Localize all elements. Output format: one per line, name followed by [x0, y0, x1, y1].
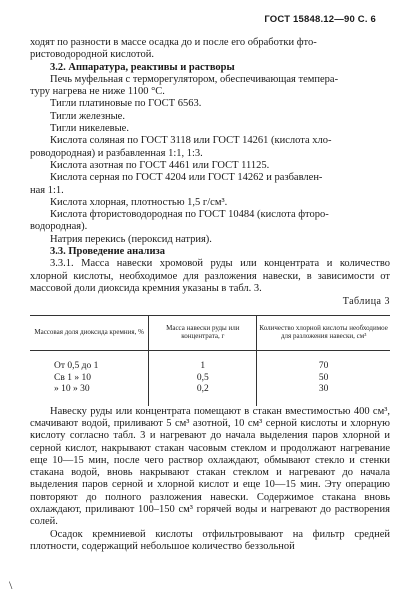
text-line: роводородная) и разбавленная 1:1, 1:3. — [30, 147, 203, 159]
table-cell: » 10 » 30 — [54, 384, 90, 395]
text-line: Печь муфельная с терморегулятором, обеспечивающая темпера- — [50, 73, 339, 85]
table-3 — [30, 315, 390, 406]
table-cell: 0,5 — [149, 373, 257, 385]
text-line: Кислота хлорная, плотностью 1,5 г/см³. — [50, 196, 228, 208]
document-body — [30, 37, 390, 553]
section-heading-3-3: 3.3. Проведение анализа — [50, 246, 165, 258]
table-row — [30, 373, 390, 385]
text-line: Кислота соляная по ГОСТ 3118 или ГОСТ 14261 (кислота хло- — [50, 135, 332, 147]
table-cell: 1 — [149, 351, 257, 373]
paragraph-3-3-1: 3.3.1. Масса навески хромовой руды или концентрата и количество хлорной кислоты, необходимое для разложения навески, в зависимости от массовой доли диоксида кремния указаны в табл. 3. — [30, 258, 390, 294]
text-line: водородная). — [30, 221, 88, 233]
table-cell: 0,2 — [149, 384, 257, 406]
table-header-cell: Количество хлорной кислоты необходимое для разложения навески, см³ — [257, 315, 390, 351]
text-line: Тигли железные. — [50, 110, 125, 122]
text-line: Тигли никелевые. — [50, 123, 129, 135]
table-cell: От 0,5 до 1 — [54, 361, 99, 372]
table-cell: 50 — [257, 373, 390, 385]
text-line: Кислота серная по ГОСТ 4204 или ГОСТ 14262 и разбавлен- — [50, 172, 323, 184]
text-line: Кислота азотная по ГОСТ 4461 или ГОСТ 11125. — [50, 159, 270, 171]
text-line: Кислота фтористоводородная по ГОСТ 10484 (кислота фторо- — [50, 209, 329, 221]
text-line: ная 1:1. — [30, 184, 64, 196]
text-line: ходят по разности в массе осадка до и после его обработки фто- — [30, 37, 317, 48]
table-caption: Таблица 3 — [342, 296, 390, 308]
table-header-cell: Масса навески руды или концентрата, г — [149, 315, 257, 351]
text-line: ристоводородной кислотой. — [30, 49, 154, 61]
table-cell: Св 1 » 10 — [54, 372, 91, 383]
table-row — [30, 351, 390, 373]
text-line: туру нагрева не ниже 1100 °С. — [30, 86, 165, 98]
page-header: ГОСТ 15848.12—90 С. 6 — [264, 14, 376, 25]
table-row — [30, 384, 390, 406]
text-line: Тигли платиновые по ГОСТ 6563. — [50, 98, 202, 110]
paragraph-filtration: Осадок кремниевой кислоты отфильтровывают на фильтр средней плотности, содержащий небольшое количество беззольной — [30, 528, 390, 552]
margin-mark: \ — [9, 578, 13, 592]
table-cell: 70 — [257, 351, 390, 373]
text-line: Натрия перекись (пероксид натрия). — [50, 233, 212, 245]
paragraph-procedure: Навеску руды или концентрата помещают в стакан вместимостью 400 см³, смачивают водой, приливают 5 см³ азотной, 10 см³ серной кислоты и хлорную кислоту согласно табл. 3 и нагревают до начала выделения паров хлорной и серной кислот, накрывают стакан часовым стеклом и продолжают нагревание еще 10—15 мин, после чего раствор охлаждают, обмывают стекло и стенки стакана водой, вновь накрывают стакан стеклом и нагревают до начала выделения паров серной и хлорной кислот и еще 10—15 мин. Эту операцию повторяют до полного разложения навески. Содержимое стакана вновь охлаждают, приливают 100–150 см³ горячей воды и нагревают до растворения солей. — [30, 405, 390, 528]
table-header-cell: Массовая доля диоксида кремния, % — [30, 315, 149, 351]
section-heading-3-2: 3.2. Аппаратура, реактивы и растворы — [50, 61, 235, 73]
table-cell: 30 — [257, 384, 390, 406]
